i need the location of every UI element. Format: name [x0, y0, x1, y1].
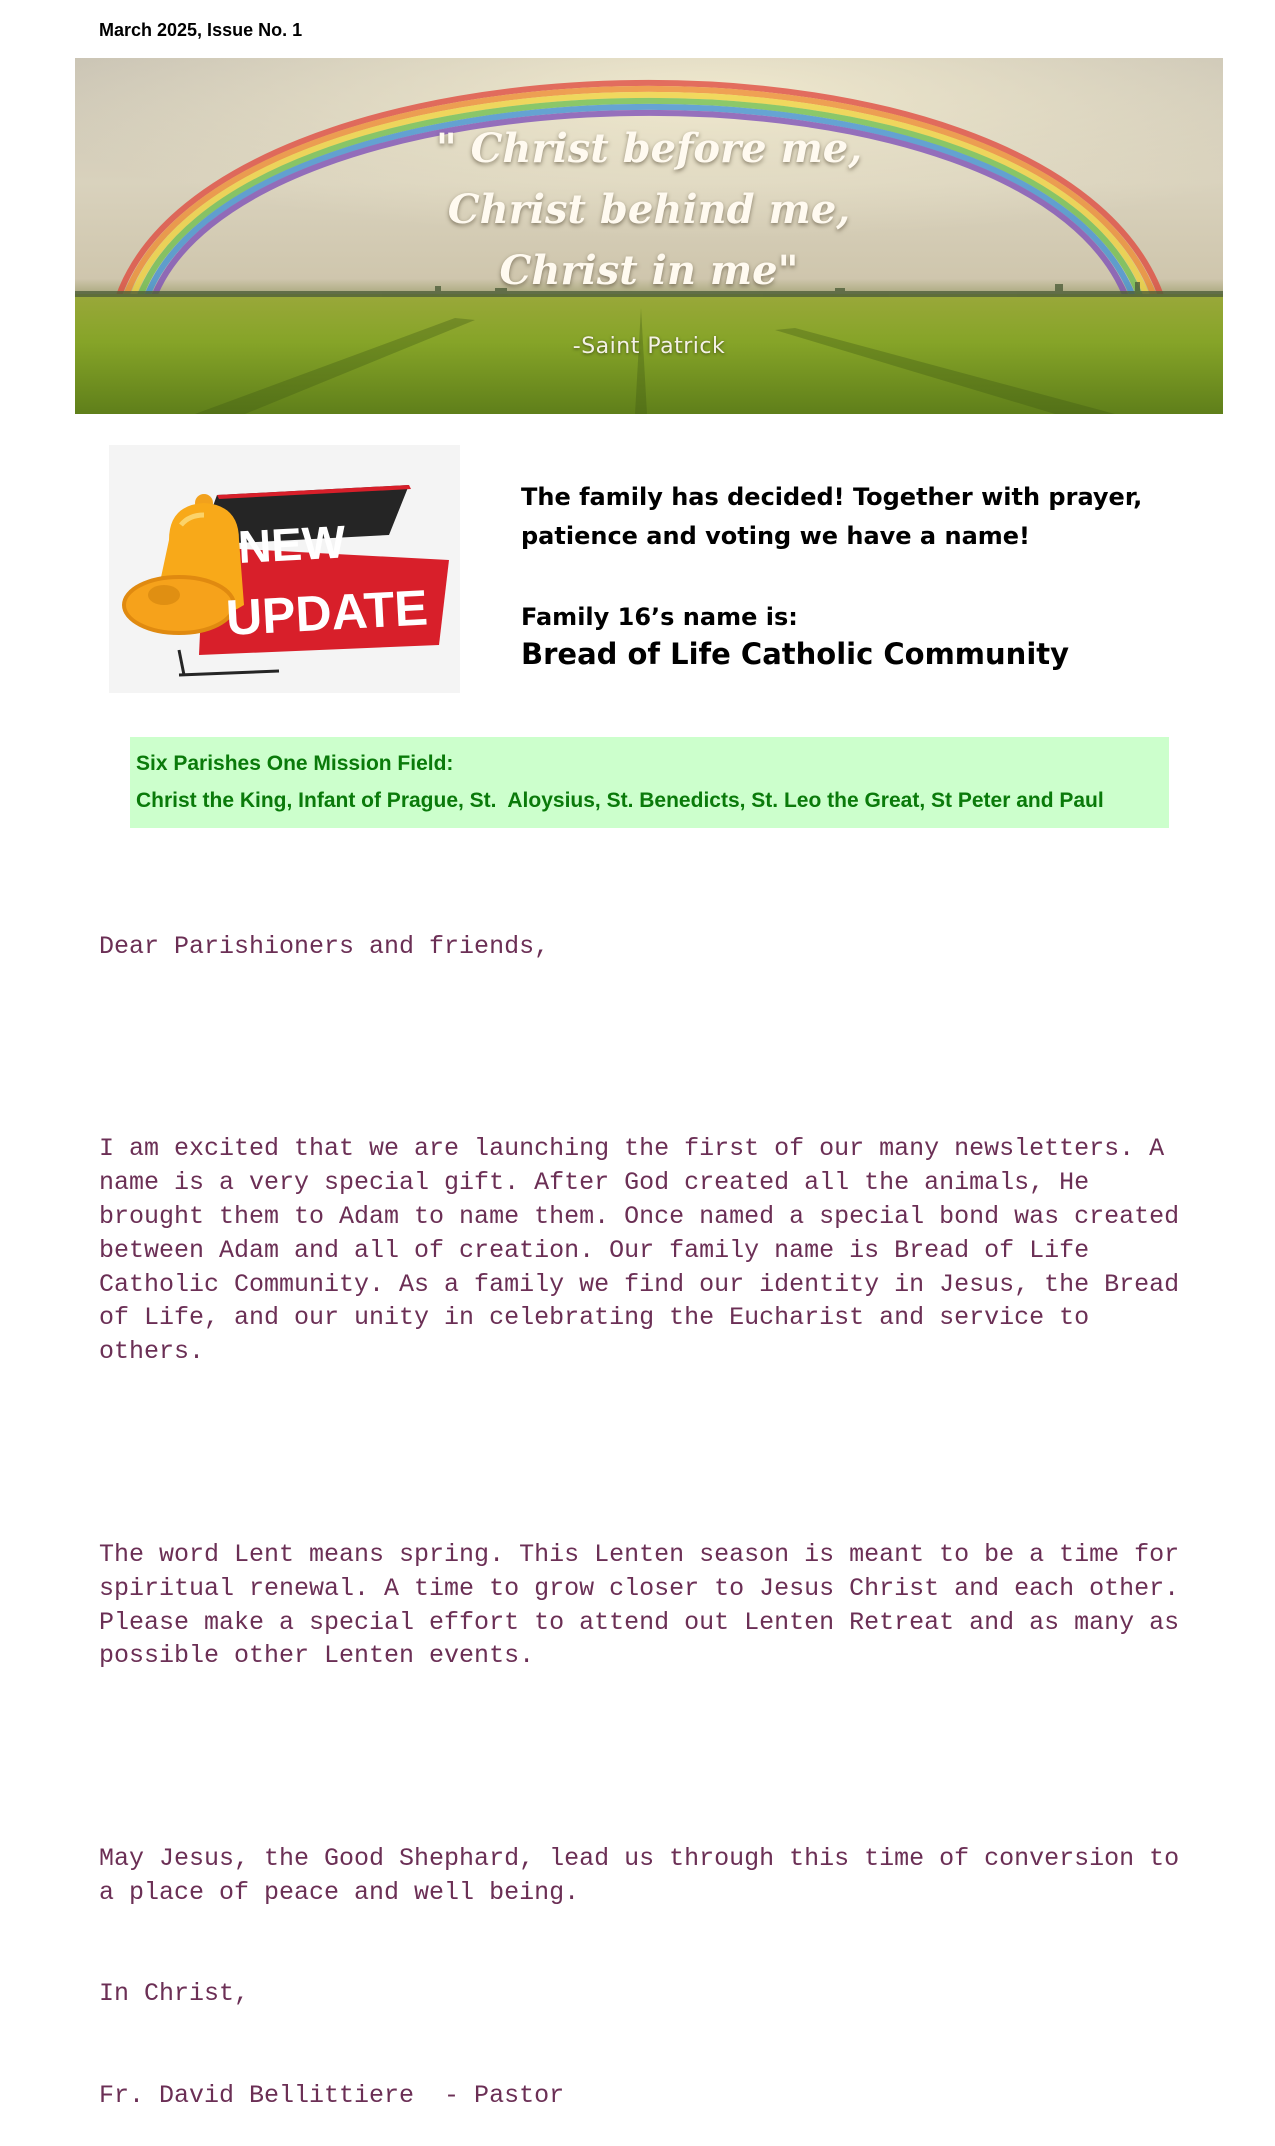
letter-closing: In Christ,: [99, 1979, 250, 2009]
mission-title: Six Parishes One Mission Field:: [136, 752, 454, 775]
quote-line: Christ behind me,: [447, 186, 851, 233]
name-announcement: [521, 478, 1181, 676]
announcement-line: patience and voting we have a name!: [521, 522, 1030, 550]
quote-line: " Christ before me,: [435, 125, 863, 172]
saint-patrick-quote: [75, 118, 1223, 301]
issue-date: March 2025, Issue No. 1: [99, 20, 303, 40]
announcement-line: The family has decided! Together with prayer,: [521, 483, 1143, 511]
rainbow-banner-image: [75, 58, 1223, 414]
badge-update-text: UPDATE: [224, 579, 430, 646]
letter-greeting: Dear Parishioners and friends,: [99, 931, 550, 961]
new-update-badge: [109, 445, 460, 693]
pastor-letter: [99, 862, 1209, 2146]
mission-field-box: [130, 737, 1169, 828]
name-label: Family 16’s name is:: [521, 603, 798, 631]
letter-paragraph: The word Lent means spring. This Lenten season is meant to be a time for spiritual renewal. A time to grow closer to Jesus Christ and each other. Please make a special effort to attend out Lenten Retreat and as many as possible other Lenten events.: [99, 1539, 1195, 1671]
badge-new-text: NEW: [236, 515, 347, 573]
parish-list: Christ the King, Infant of Prague, St. Aloysius, St. Benedicts, St. Leo the Great, St Peter and Paul: [136, 789, 1104, 812]
community-name: Bread of Life Catholic Community: [521, 637, 1070, 671]
letter-signature: Fr. David Bellittiere - Pastor: [99, 2080, 565, 2110]
letter-paragraph: I am excited that we are launching the first of our many newsletters. A name is a very special gift. After God created all the animals, He brought them to Adam to name them. Once named a special bond was created between Adam and all of creation. Our family name is Bread of Life Catholic Community. As a family we find our identity in Jesus, the Bread of Life, and our unity in celebrating the Eucharist and service to others.: [99, 1134, 1195, 1367]
quote-attribution: -Saint Patrick: [572, 334, 726, 359]
quote-line: Christ in me": [499, 247, 799, 294]
letter-paragraph: May Jesus, the Good Shephard, lead us through this time of conversion to a place of peace and well being.: [99, 1844, 1195, 1907]
